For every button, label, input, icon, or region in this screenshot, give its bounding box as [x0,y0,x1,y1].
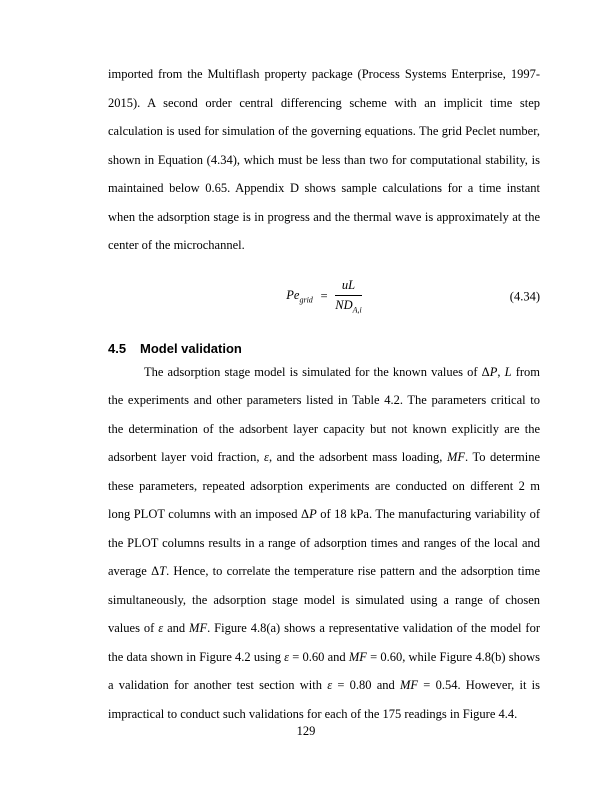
text-segment: . Figure 4.8(a) shows a representative validation of the model for the data shown in Figure 4.2 using [108,621,540,664]
text-segment: = 0.60 and [289,649,349,664]
equals-sign: = [319,289,329,303]
text-segment: MF [348,649,367,664]
equation-number: (4.34) [509,289,540,303]
fraction-denominator [335,296,361,315]
pe-symbol: Pe [286,288,300,303]
text-segment: and [163,621,190,635]
text-segment: ε [284,649,290,664]
paragraph-model-validation [108,358,540,729]
text-segment: ε [264,450,269,464]
fraction-numerator: uL [335,278,361,296]
text-segment: , [497,364,505,379]
pe-subscript: grid [299,295,313,305]
paragraph-continuation [108,60,540,260]
text-segment: . Hence, to correlate the temperature rise pattern and the adsorption time simultaneously, the adsorption stage model is simulated using a range of chosen values of [108,564,540,635]
text-segment: ε [158,621,164,635]
text-segment: The adsorption stage model is simulated for the known values of Δ [144,364,490,379]
text-segment: T [159,564,167,578]
equation-lhs [286,288,313,305]
section-heading [108,340,540,358]
text-segment: MF [400,678,419,692]
page-number: 129 [296,724,316,738]
text-segment: of 18 kPa. The manufacturing variability of the PLOT columns results in a range of adsorption times and ranges of the local and average Δ [108,507,541,578]
text-segment: imported from the Multiflash property package (Process Systems Enterprise, 1997-2015). A second order central differencing scheme with an implicit time step calculation is used for simulation of the governing equations. The grid Peclet number, shown in Equation (4.34), which must be less than two for computational stability, is maintained below 0.65. Appendix D shows sample calculations for a time instant when the adsorption stage is in progress and the thermal wave is approximately at the center of the microchannel. [108,67,540,252]
nd-symbol: ND [335,298,353,313]
text-segment: MF [446,450,465,464]
text-segment: = 0.60, while Figure 4.8(b) shows a validation for another test section with [108,649,540,692]
text-segment: , and the adsorbent mass loading, [268,450,447,464]
fraction [335,278,361,315]
text-block [108,60,540,728]
section-number: 4.5 [108,340,127,356]
equation-row [108,270,540,324]
text-segment: . To determine these parameters, repeated adsorption experiments are conducted on different 2 m long PLOT columns with an imposed Δ [108,450,540,521]
text-segment: L [504,364,512,379]
text-segment: = 0.54. However, it is impractical to conduct such validations for each of the 175 readings in Figure 4.4. [108,678,540,721]
nd-subscript: A,i [352,305,362,315]
text-segment: ε [327,678,333,692]
text-segment: = 0.80 and [332,678,401,692]
text-segment: from the experiments and other parameters listed in Table 4.2. The parameters critical to the determination of the adsorbent layer capacity but not known explicitly are the adsorbent layer void fraction, [108,364,540,464]
text-segment: MF [189,621,208,635]
text-segment: P [489,364,498,379]
equation-4-34 [286,278,361,315]
section-title: Model validation [140,340,242,356]
text-segment: P [309,507,317,521]
